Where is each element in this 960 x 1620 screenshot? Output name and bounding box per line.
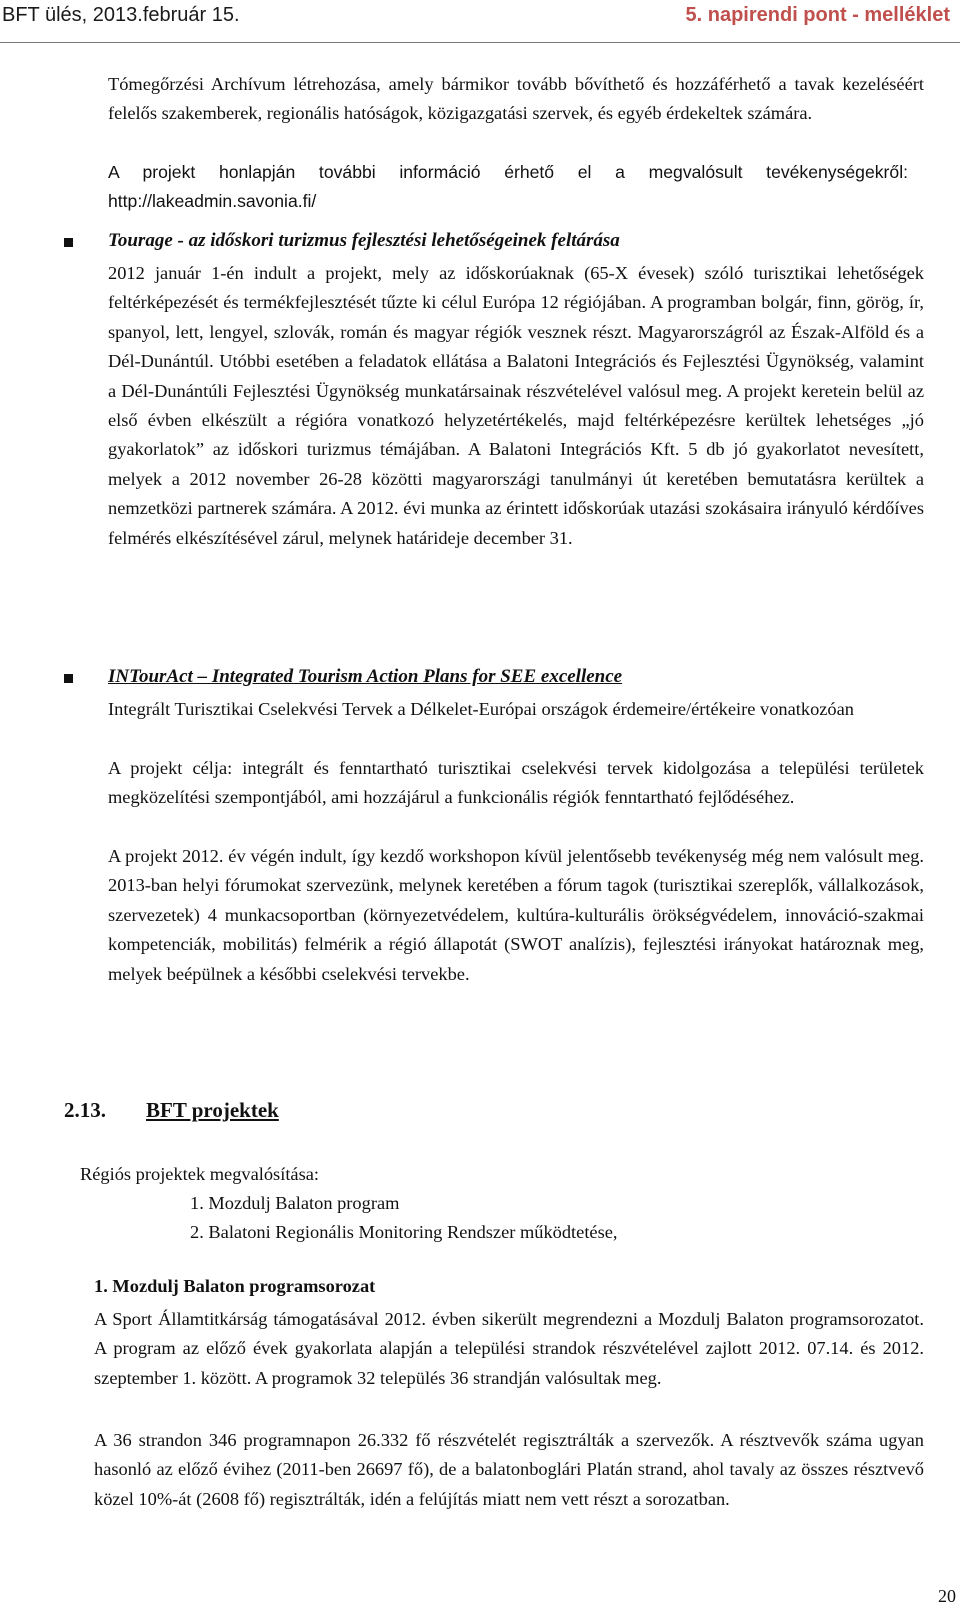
intro-website-paragraph: A projekt honlapján további információ érhető el a megvalósult tevékenységekről: http://lakeadmin.savonia.fi/: [108, 162, 908, 212]
bullet-marker: [64, 674, 73, 683]
page-header: [0, 2, 960, 32]
tourage-title: Tourage - az időskori turizmus fejlesztési lehetőségeinek feltárása: [108, 230, 620, 251]
section-number: 2.13.: [64, 1098, 106, 1122]
list-item: 1. Mozdulj Balaton program: [190, 1193, 400, 1213]
section-intro: Régiós projektek megvalósítása:: [80, 1164, 320, 1184]
tourage-body: 2012 január 1-én indult a projekt, mely az időskorúaknak (65-X évesek) szóló turisztikai lehetőségek feltérképezését és termékfejlesztését tűzte ki célul Európa 12 régiójában. A programban bolgár, finn, görög, ír, spanyol, lett, lengyel, szlovák, román és magyar régiók vesznek részt. Magyarországról az Észak-Alföld és a Dél-Dunántúl. Utóbbi esetében a feladatok ellátása a Balatoni Integrációs és Fejlesztési Ügynökség, valamint a Dél-Dunántúli Fejlesztési Ügynökség munkatársainak részvételével valósul meg. A projekt keretein belül az első évben elkészült a régióra vonatkozó helyzetértékelés, majd feltérképezésre kerültek lehetséges „jó gyakorlatok” az időskori turizmus témájában. A Balatoni Integrációs Kft. 5 db jó gyakorlatot nevesített, melyek a 2012 november 26-28 közötti magyarországi tanulmányi út keretében bemutatásra kerültek a nemzetközi partnerek számára. A 2012. évi munka az érintett időskorúak utazási szokásaira irányuló kérdőíves felmérés elkészítésével zárul, melynek határideje december 31.: [108, 263, 924, 548]
subsection-title: 1. Mozdulj Balaton programsorozat: [94, 1276, 376, 1296]
intouract-goal: A projekt célja: integrált és fenntartható turisztikai cselekvési tervek kidolgozása a települési területek megközelítési szempontjából, ami hozzájárul a funkcionális régiók fenntartható fejlődéséhez.: [108, 758, 924, 808]
mozdulj-paragraph-1: A Sport Államtitkárság támogatásával 2012. évben sikerült megrendezni a Mozdulj Balaton programsorozatot. A program az előző évek gyakorlata alapján a települési strandok részvételével zajlott 2012. 07.14. és 2012. szeptember 1. között. A programok 32 település 36 strandján valósultak meg.: [94, 1309, 924, 1388]
header-meeting-date: BFT ülés, 2013.február 15.: [2, 4, 240, 26]
header-rule: [0, 42, 960, 43]
section-title: BFT projektek: [146, 1098, 279, 1122]
intouract-status: A projekt 2012. év végén indult, így kezdő workshopon kívül jelentősebb tevékenység még nem valósult meg. 2013-ban helyi fórumokat szervezünk, melynek keretében a fórum tagok (turisztikai szereplők, vállalkozások, szervezetek) 4 munkacsoportban (környezetvédelem, kultúra-kulturális örökségvédelem, innováció-szakmai kompetenciák, mobilitás) felmérik a régió állapotát (SWOT analízis), fejlesztési irányokat határoznak meg, melyek beépülnek a későbbi cselekvési tervekbe.: [108, 846, 924, 984]
mozdulj-paragraph-2: A 36 strandon 346 programnapon 26.332 fő részvételét regisztrálták a szervezők. A résztvevők száma ugyan hasonló az előző évihez (2011-ben 26697 fő), de a balatonboglári Platán strand, ahol tavaly az összes résztvevő közel 10%-át (2608 fő) regisztrálták, idén a felújítás miatt nem vett részt a sorozatban.: [94, 1430, 924, 1509]
intouract-subtitle: Integrált Turisztikai Cselekvési Tervek a Délkelet-Európai országok érdemeire/értékeire vonatkozóan: [108, 699, 854, 719]
list-item: 2. Balatoni Regionális Monitoring Rendszer működtetése,: [190, 1222, 618, 1242]
page-number: 20: [938, 1586, 956, 1606]
intouract-title: INTourAct – Integrated Tourism Action Plans for SEE excellence: [108, 666, 623, 687]
intro-paragraph: Tómegőrzési Archívum létrehozása, amely bármikor tovább bővíthető és hozzáférhető a tavak kezeléséért felelős szakemberek, regionális hatóságok, közigazgatási szervek, és egyéb érdekeltek számára.: [108, 74, 924, 124]
header-agenda-item: 5. napirendi pont - melléklet: [685, 4, 950, 26]
bullet-marker: [64, 238, 73, 247]
